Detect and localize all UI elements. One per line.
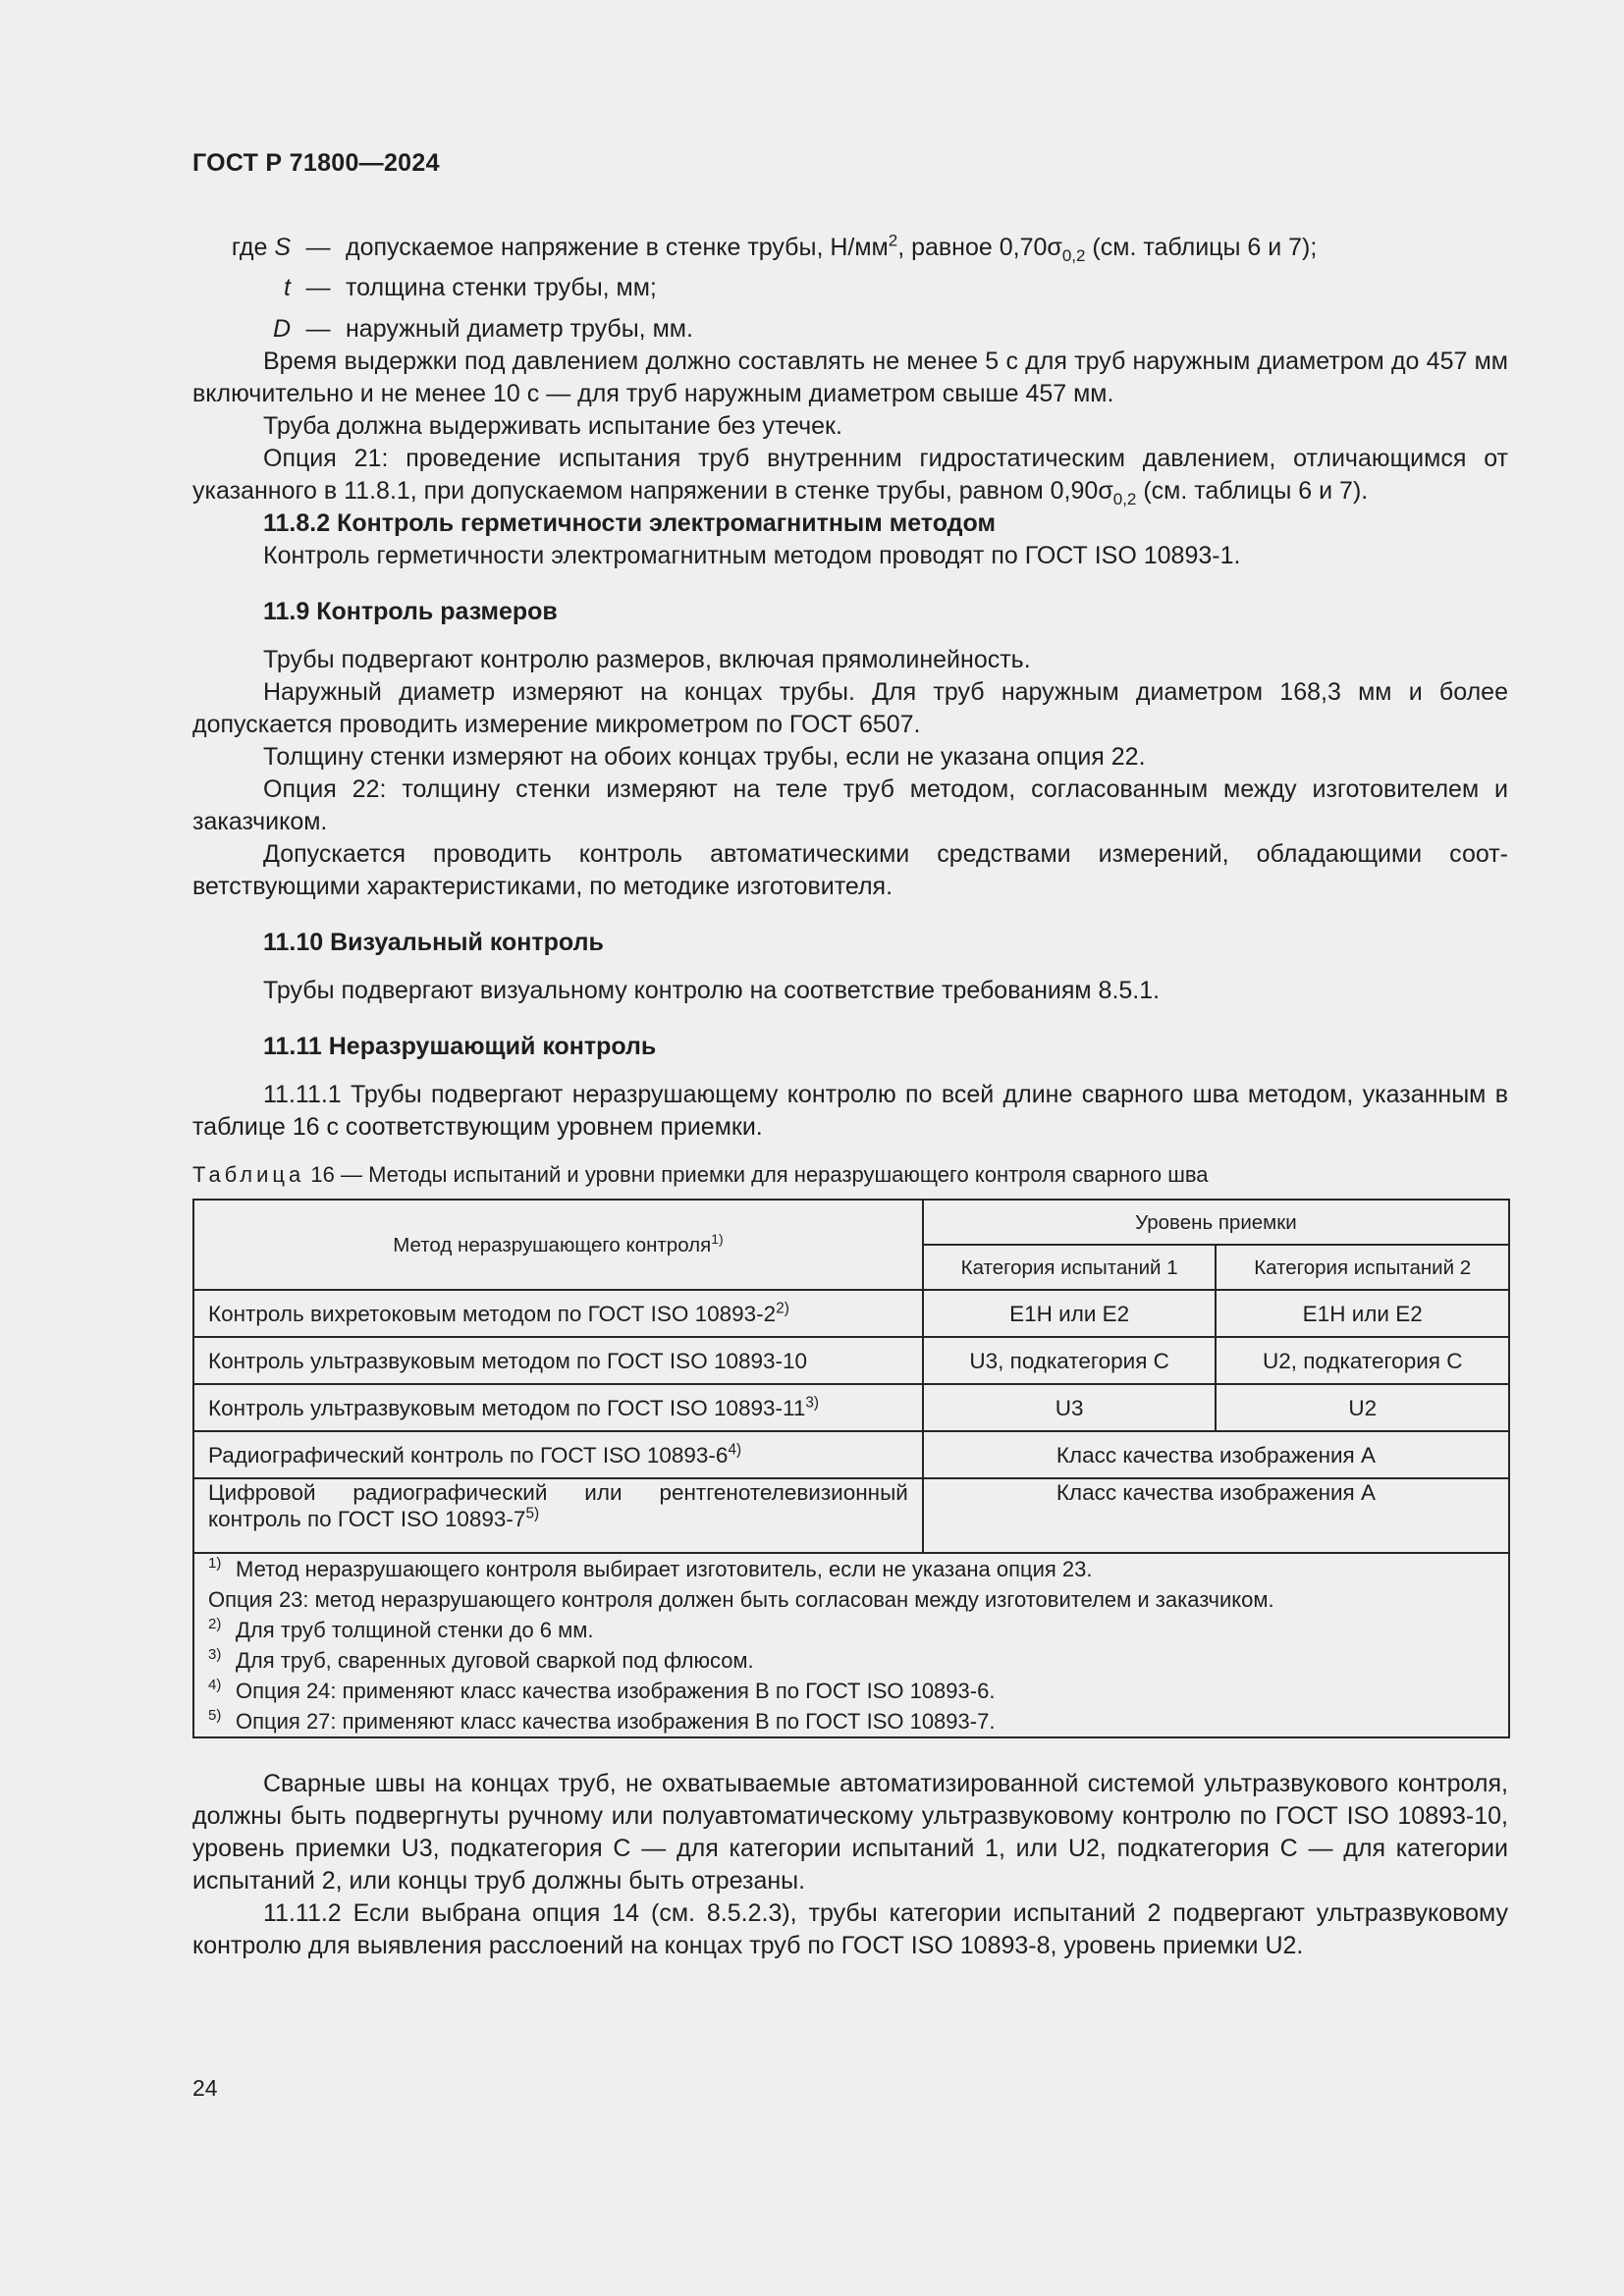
section-11-9-paragraph: Наружный диаметр измеряют на концах трубы. Для труб наружным диаметром 168,3 мм и более допускается проводить измерение микрометром по ГОСТ 6507.: [192, 678, 1508, 738]
option-21-paragraph: Опция 21: проведение испытания труб внутренним гидростатическим давлением, отличающимся от указанного в 11.8.1, при допускаемом напряжении в стенке трубы, равном $0,90\sigma_{0,2}$ (см. таблицы 6 и 7).: [192, 445, 1508, 508]
section-11-8-2-title: 11.8.2 Контроль герметичности электромагнитным методом: [263, 509, 996, 537]
cell-method: Цифровой радиографический или рентгенотелевизионный контроль по ГОСТ ISO 10893-7$^{5)}$: [193, 1478, 923, 1553]
after-table-paragraph: Сварные швы на концах труб, не охватываемые автоматизированной системой ультразвукового контроля, должны быть подвергнуты ручному или полуавтоматическому ультразвуковому контролю по ГОСТ ISO 10893-10, уровень приемки U3, подкатегория C — для категории испытаний 1, или U2, подкатегория C — для категории испытаний 2, или концы труб должны быть отрезаны.: [192, 1770, 1508, 1895]
cell-method: Контроль ультразвуковым методом по ГОСТ ISO 10893-10: [193, 1337, 923, 1384]
definition-d: [192, 313, 1508, 346]
definition-dash: —: [305, 274, 331, 301]
note-text: Опция 23: метод неразрушающего контроля должен быть согласован между изготовителем и заказчиком.: [208, 1587, 1274, 1612]
definition-superscript: 2: [888, 231, 898, 250]
section-11-11-2-text: 11.11.2 Если выбрана опция 14 (см. 8.5.2.3), трубы категории испытаний 2 подвергают ультразвуковому контролю для выявления расслоений на концах труб по ГОСТ ISO 10893-8, уровень приемки U2.: [192, 1899, 1508, 1959]
section-11-9-title: 11.9 Контроль размеров: [263, 598, 558, 625]
section-11-9-paragraph: Толщину стенки измеряют на обоих концах трубы, если не указана опция 22.: [263, 743, 1146, 771]
definition-symbol: S: [274, 234, 291, 261]
table-row: [193, 1478, 1509, 1553]
definition-subscript: 0,2: [1061, 246, 1086, 265]
note-mark: 5): [208, 1707, 222, 1724]
note-mark: 2): [208, 1616, 222, 1632]
option-21-subscript: 0,2: [1112, 490, 1137, 508]
note-mark: 1): [208, 1555, 222, 1572]
definition-text: толщина стенки трубы, мм;: [346, 274, 657, 301]
table-notes: [193, 1553, 1509, 1737]
cell-category-2: U2, подкатегория C: [1216, 1337, 1509, 1384]
definition-text-mid: , равное 0,70σ: [897, 234, 1062, 261]
document-code-header: ГОСТ Р 71800—2024: [192, 149, 440, 177]
definition-prefix: где: [231, 234, 275, 261]
cell-merged-level: Класс качества изображения А: [923, 1478, 1509, 1553]
section-11-9-paragraph: Допускается проводить контроль автоматическими средствами измерений, обладающими соответствующими характеристиками, по методике изготовителя.: [192, 840, 1508, 900]
definition-symbol: t: [284, 274, 291, 301]
header-category-1: Категория испытаний 1: [923, 1245, 1217, 1290]
cell-merged-level: Класс качества изображения А: [923, 1431, 1509, 1478]
definition-t: [192, 272, 1508, 304]
no-leaks-paragraph: Труба должна выдерживать испытание без утечек.: [263, 412, 842, 440]
section-11-9-paragraph: Опция 22: толщину стенки измеряют на теле труб методом, согласованным между изготовителем и заказчиком.: [192, 775, 1508, 835]
hold-time-paragraph: Время выдержки под давлением должно составлять не менее 5 с для труб наружным диаметром до 457 мм включительно и не менее 10 с — для труб наружным диаметром свыше 457 мм.: [192, 347, 1508, 407]
section-11-10-title: 11.10 Визуальный контроль: [263, 929, 604, 956]
cell-category-1: U3, подкатегория C: [923, 1337, 1217, 1384]
table-row: [193, 1431, 1509, 1478]
table-note: [208, 1706, 1494, 1736]
cell-method: Контроль ультразвуковым методом по ГОСТ ISO 10893-11$^{3)}$: [193, 1384, 923, 1431]
definition-text-after: (см. таблицы 6 и 7);: [1085, 234, 1318, 261]
table-caption-word: Таблица: [192, 1162, 305, 1187]
cell-category-1: U3: [923, 1384, 1217, 1431]
note-text: Для труб, сваренных дуговой сваркой под флюсом.: [236, 1648, 754, 1673]
header-acceptance-level: Уровень приемки: [923, 1200, 1509, 1245]
page-content: [192, 232, 1508, 1962]
definition-text: допускаемое напряжение в стенке трубы, Н/мм: [346, 234, 889, 261]
table-note: [208, 1676, 1494, 1706]
table-note: [208, 1554, 1494, 1584]
note-mark: 4): [208, 1677, 222, 1693]
page-number: 24: [192, 2075, 218, 2101]
cell-method: Контроль вихретоковым методом по ГОСТ ISO 10893-2$^{2)}$: [193, 1290, 923, 1337]
table-caption: [192, 1161, 1508, 1189]
note-text: Для труб толщиной стенки до 6 мм.: [236, 1618, 594, 1642]
definition-dash: —: [305, 315, 331, 343]
section-11-11-title: 11.11 Неразрушающий контроль: [263, 1033, 657, 1060]
note-text: Метод неразрушающего контроля выбирает изготовитель, если не указана опция 23.: [236, 1557, 1093, 1581]
definition-dash: —: [305, 234, 331, 261]
cell-category-2: U2: [1216, 1384, 1509, 1431]
table-row: [193, 1290, 1509, 1337]
section-11-10-text: Трубы подвергают визуальному контролю на соответствие требованиям 8.5.1.: [263, 977, 1161, 1004]
note-mark: 3): [208, 1646, 222, 1663]
section-11-8-2-text: Контроль герметичности электромагнитным методом проводят по ГОСТ ISO 10893-1.: [263, 542, 1241, 569]
table-note: [208, 1645, 1494, 1676]
definition-text: наружный диаметр трубы, мм.: [346, 315, 693, 343]
section-11-9-paragraph: Трубы подвергают контролю размеров, включая прямолинейность.: [263, 646, 1031, 673]
table-note: [208, 1615, 1494, 1645]
note-text: Опция 27: применяют класс качества изображения В по ГОСТ ISO 10893-7.: [236, 1709, 996, 1734]
header-method-footnote: 1): [711, 1230, 724, 1247]
header-category-2: Категория испытаний 2: [1216, 1245, 1509, 1290]
table-note: [208, 1584, 1494, 1615]
header-method: Метод неразрушающего контроля$^{1)}$: [193, 1200, 923, 1290]
cell-category-2: E1H или E2: [1216, 1290, 1509, 1337]
table-row: [193, 1384, 1509, 1431]
table-notes-row: [193, 1553, 1509, 1737]
definition-symbol: D: [272, 315, 291, 343]
cell-method: Радиографический контроль по ГОСТ ISO 10893-6$^{4)}$: [193, 1431, 923, 1478]
table-16: [192, 1199, 1510, 1738]
note-text: Опция 24: применяют класс качества изображения В по ГОСТ ISO 10893-6.: [236, 1679, 996, 1703]
definition-s: [192, 232, 1508, 264]
table-header-row: [193, 1200, 1509, 1245]
cell-category-1: E1H или E2: [923, 1290, 1217, 1337]
table-row: [193, 1337, 1509, 1384]
table-caption-text: 16 — Методы испытаний и уровни приемки для неразрушающего контроля сварного шва: [304, 1162, 1209, 1187]
section-11-11-1-text: 11.11.1 Трубы подвергают неразрушающему контролю по всей длине сварного шва методом, указанным в таблице 16 с соответствующим уровнем приемки.: [192, 1081, 1508, 1141]
